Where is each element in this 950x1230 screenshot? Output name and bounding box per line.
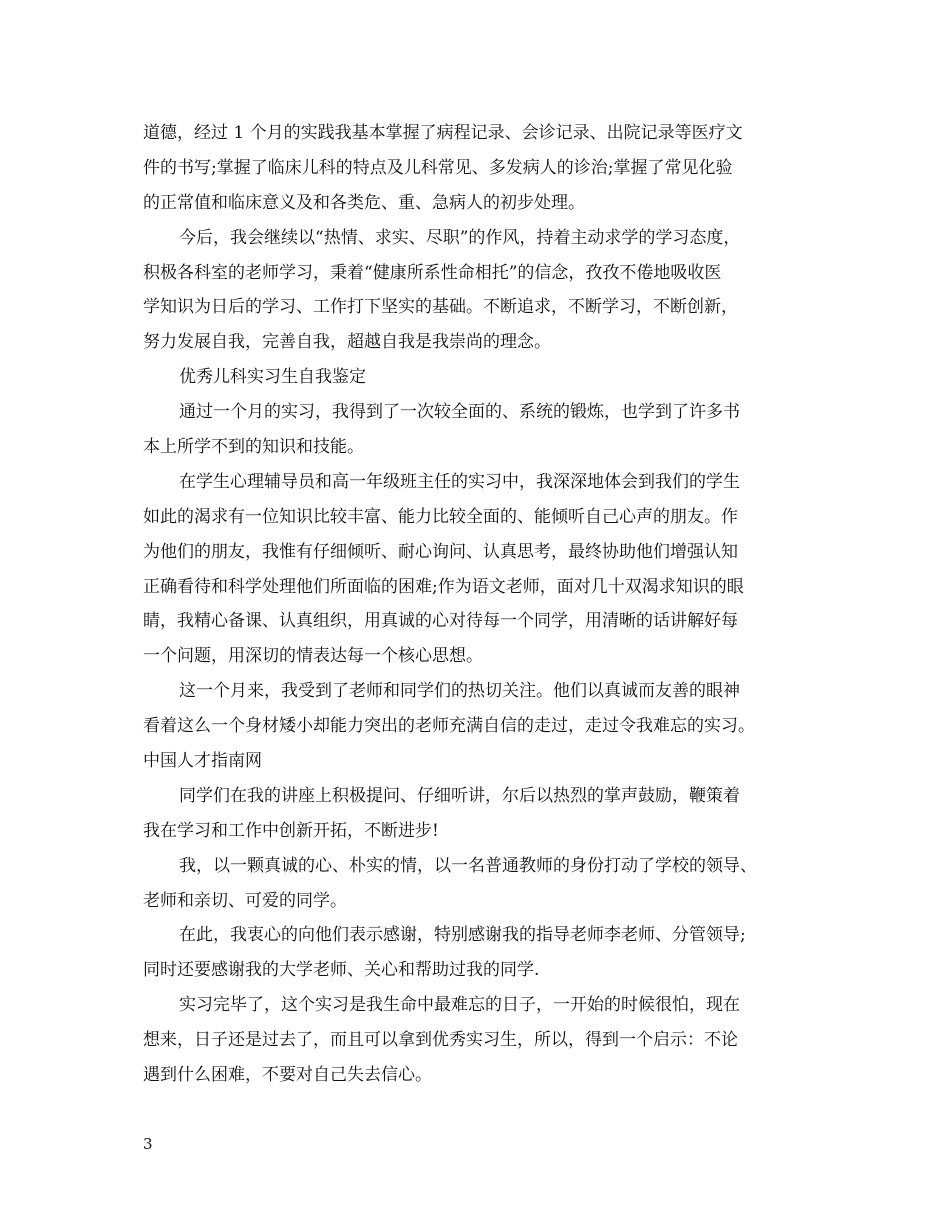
- text-line: 件的书写;掌握了临床儿科的特点及儿科常见、多发病人的诊治;掌握了常见化验: [143, 157, 733, 178]
- text-line: 实习完毕了，这个实习是我生命中最难忘的日子，一开始的时候很怕，现在: [179, 995, 740, 1016]
- text-line: 睛，我精心备课、认真组织，用真诚的心对待每一个同学，用清晰的话讲解好每: [143, 611, 738, 632]
- text-line: 通过一个月的实习，我得到了一次较全面的、系统的锻炼，也学到了许多书: [179, 402, 740, 423]
- text-line: 我，以一颗真诚的心、朴实的情，以一名普通教师的身份打动了学校的领导、: [179, 855, 757, 876]
- text-line: 同学们在我的讲座上积极提问、仔细听讲，尔后以热烈的掌声鼓励，鞭策着: [179, 785, 740, 806]
- text-line: 这一个月来，我受到了老师和同学们的热切关注。他们以真诚而友善的眼神: [179, 681, 740, 702]
- text-line: 遇到什么困难，不要对自己失去信心。: [143, 1065, 432, 1086]
- text-line: 在学生心理辅导员和高一年级班主任的实习中，我深深地体会到我们的学生: [179, 471, 740, 492]
- text-line: 我在学习和工作中创新开拓，不断进步!: [143, 820, 439, 841]
- text-line: 为他们的朋友，我惟有仔细倾听、耐心询问、认真思考，最终协助他们增强认知: [143, 541, 738, 562]
- text-line: 努力发展自我，完善自我，超越自我是我崇尚的理念。: [143, 332, 551, 353]
- text-line: 道德，经过 1 个月的实践我基本掌握了病程记录、会诊记录、出院记录等医疗文: [143, 123, 743, 143]
- text-line: 学知识为日后的学习、工作打下坚实的基础。不断追求，不断学习，不断创新，: [143, 297, 738, 318]
- text-line: 看着这么一个身材矮小却能力突出的老师充满自信的走过，走过令我难忘的实习。: [143, 716, 755, 737]
- text-line: 想来，日子还是过去了，而且可以拿到优秀实习生，所以，得到一个启示：不论: [143, 1030, 738, 1051]
- text-line: 正确看待和科学处理他们所面临的困难;作为语文老师，面对几十双渴求知识的眼: [143, 576, 744, 597]
- text-line: 今后，我会继续以“热情、求实、尽职”的作风，持着主动求学的学习态度，: [179, 227, 741, 248]
- document-body: [143, 116, 823, 1093]
- text-line: 优秀儿科实习生自我鉴定: [179, 367, 366, 388]
- text-line: 的正常值和临床意义及和各类危、重、急病人的初步处理。: [143, 192, 585, 213]
- text-line: 如此的渴求有一位知识比较丰富、能力比较全面的、能倾听自己心声的朋友。作: [143, 506, 738, 527]
- text-line: 同时还要感谢我的大学老师、关心和帮助过我的同学.: [143, 960, 540, 981]
- text-line: 在此，我衷心的向他们表示感谢，特别感谢我的指导老师李老师、分管领导;: [179, 925, 746, 946]
- text-line: 老师和亲切、可爱的同学。: [143, 890, 347, 911]
- text-line: 积极各科室的老师学习，秉着“健康所系性命相托”的信念，孜孜不倦地吸收医: [143, 262, 722, 283]
- page-number: 3: [143, 1135, 153, 1153]
- text-line: 一个问题，用深切的情表达每一个核心思想。: [143, 646, 483, 667]
- text-line: 本上所学不到的知识和技能。: [143, 437, 364, 458]
- text-line: 中国人才指南网: [143, 751, 262, 772]
